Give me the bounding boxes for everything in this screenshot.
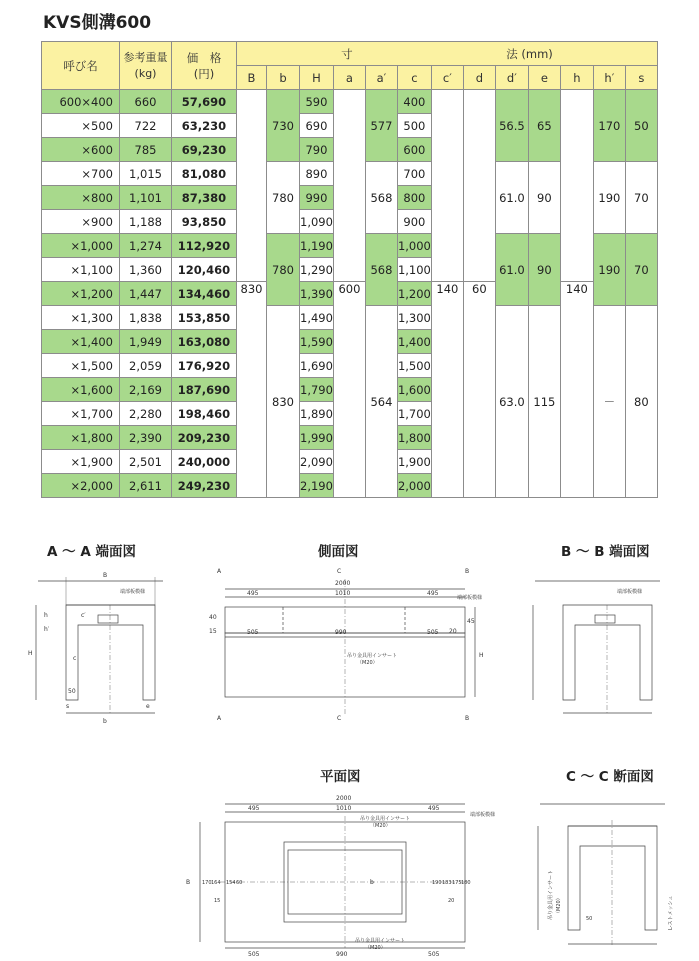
bb-section-title: B ～ B 端面図	[561, 544, 650, 560]
row-weight: 2,059	[120, 354, 172, 378]
c-cell: 1,300	[397, 306, 431, 330]
row-weight: 1,274	[120, 234, 172, 258]
table-row	[42, 90, 658, 114]
row-name: ×1,900	[42, 450, 120, 474]
row-name: ×1,000	[42, 234, 120, 258]
H-cell: 1,790	[300, 378, 334, 402]
row-weight: 660	[120, 90, 172, 114]
plan-m20-top: （M20）	[370, 823, 391, 829]
d-cell: 60	[463, 282, 495, 498]
c-cell: 2,000	[397, 474, 431, 498]
plan-seg1: 495	[248, 805, 260, 812]
plan-low2: 990	[336, 951, 348, 958]
cc-section-title: C ～ C 断面図	[566, 769, 654, 785]
plan-b-lower: b	[370, 879, 374, 886]
row-price: 112,920	[172, 234, 237, 258]
cc-n50: 50	[586, 916, 593, 922]
s-cell: 80	[625, 306, 657, 498]
e-cell: 115	[528, 306, 560, 498]
side-view-title: 側面図	[318, 544, 359, 560]
row-weight: 1,949	[120, 330, 172, 354]
c-cell: 1,200	[397, 282, 431, 306]
e-cell: 90	[528, 162, 560, 234]
plan-n180: 180	[461, 880, 471, 886]
c-cell: 1,000	[397, 234, 431, 258]
H-cell: 1,690	[300, 354, 334, 378]
row-weight: 2,611	[120, 474, 172, 498]
d-prime-cell: 56.5	[495, 90, 528, 162]
row-weight: 1,447	[120, 282, 172, 306]
H-cell: 1,090	[300, 210, 334, 234]
bb-note: 端部板模様	[617, 589, 643, 595]
row-name: ×1,800	[42, 426, 120, 450]
B-cell: 830	[237, 282, 267, 498]
side-insert: 吊り金具用インサート	[347, 653, 398, 659]
plan-seg2: 1010	[336, 805, 352, 812]
dim-header-cell: h′	[593, 66, 625, 90]
side-low1: 505	[247, 629, 259, 636]
side-c-label-top: C	[337, 568, 342, 575]
H-cell: 1,390	[300, 282, 334, 306]
cc-mesh: L-ストメッシュ	[668, 895, 674, 930]
c-prime-top	[431, 90, 463, 282]
h-prime-cell: 190	[593, 234, 625, 306]
d-prime-cell: 61.0	[495, 162, 528, 234]
c-cell: 600	[397, 138, 431, 162]
h-cell: 140	[560, 282, 593, 498]
a-prime-cell: 568	[365, 234, 397, 306]
c-cell: 1,500	[397, 354, 431, 378]
row-price: 176,920	[172, 354, 237, 378]
aa-label-s: s	[66, 703, 70, 710]
H-cell: 1,190	[300, 234, 334, 258]
row-name: ×1,100	[42, 258, 120, 282]
dim-header-cell: e	[528, 66, 560, 90]
row-name: ×2,000	[42, 474, 120, 498]
side-n40: 40	[209, 614, 217, 621]
side-note: 端部板模様	[457, 595, 483, 601]
H-cell: 1,290	[300, 258, 334, 282]
aa-label-b-upper: B	[103, 572, 108, 579]
row-weight: 722	[120, 114, 172, 138]
plan-n183: 183	[442, 880, 452, 886]
side-c-label-bottom: C	[337, 715, 342, 722]
row-name: ×1,300	[42, 306, 120, 330]
d-prime-cell: 63.0	[495, 306, 528, 498]
row-weight: 1,015	[120, 162, 172, 186]
header-weight	[120, 42, 172, 90]
side-a-label-bottom: A	[217, 715, 222, 722]
a-prime-cell: 564	[365, 306, 397, 498]
row-price: 187,690	[172, 378, 237, 402]
header-weight-label: 参考重量	[123, 50, 168, 64]
side-seg1: 495	[247, 590, 259, 597]
row-name: ×1,200	[42, 282, 120, 306]
aa-label-h-small: h	[44, 612, 48, 619]
side-view-drawing	[205, 565, 500, 725]
row-price: 87,380	[172, 186, 237, 210]
header-price-label: 価 格	[186, 50, 222, 65]
H-cell: 2,190	[300, 474, 334, 498]
row-price: 81,080	[172, 162, 237, 186]
dim-header-cell: c	[397, 66, 431, 90]
plan-n60: 60	[236, 880, 243, 886]
B-cell-top	[237, 90, 267, 282]
dim-header-cell: h	[560, 66, 593, 90]
dim-header-cell: a′	[365, 66, 397, 90]
side-m20: （M20）	[357, 660, 378, 666]
plan-total: 2000	[336, 795, 352, 802]
row-name: ×800	[42, 186, 120, 210]
cc-m20: （M20）	[556, 895, 562, 916]
header-dim-ho: 法	[506, 46, 518, 61]
b-cell: 780	[267, 162, 300, 234]
header-dimensions	[237, 42, 658, 66]
h-prime-cell: －	[593, 306, 625, 498]
dim-header-cell: B	[237, 66, 267, 90]
row-price: 134,460	[172, 282, 237, 306]
plan-low3: 505	[428, 951, 440, 958]
row-price: 240,000	[172, 450, 237, 474]
header-weight-unit: (kg)	[134, 66, 157, 80]
row-name: ×900	[42, 210, 120, 234]
b-cell: 780	[267, 234, 300, 306]
aa-section-title: A ～ A 端面図	[47, 544, 136, 560]
h-prime-cell: 190	[593, 162, 625, 234]
a-cell-top	[333, 90, 365, 282]
plan-view-title: 平面図	[320, 769, 361, 785]
c-cell: 1,600	[397, 378, 431, 402]
side-low2: 990	[335, 629, 347, 636]
c-cell: 1,400	[397, 330, 431, 354]
row-name: ×600	[42, 138, 120, 162]
cc-section-drawing	[530, 790, 680, 960]
row-weight: 2,169	[120, 378, 172, 402]
e-cell: 90	[528, 234, 560, 306]
plan-insert-top: 吊り金具用インサート	[360, 816, 411, 822]
dim-header-cell: s	[625, 66, 657, 90]
b-cell: 830	[267, 306, 300, 498]
plan-n20: 20	[448, 898, 455, 904]
header-price-unit: (円)	[193, 66, 215, 81]
H-cell: 2,090	[300, 450, 334, 474]
s-cell: 70	[625, 162, 657, 234]
dim-header-cell: c′	[431, 66, 463, 90]
H-cell: 990	[300, 186, 334, 210]
d-top	[463, 90, 495, 282]
header-dim-unit: (mm)	[521, 46, 553, 61]
row-price: 93,850	[172, 210, 237, 234]
row-price: 63,230	[172, 114, 237, 138]
side-total-length: 2000	[335, 580, 351, 587]
row-weight: 1,188	[120, 210, 172, 234]
row-name: ×500	[42, 114, 120, 138]
c-cell: 1,700	[397, 402, 431, 426]
row-name: ×1,700	[42, 402, 120, 426]
H-cell: 690	[300, 114, 334, 138]
row-price: 69,230	[172, 138, 237, 162]
side-n20: 20	[449, 628, 457, 635]
row-price: 57,690	[172, 90, 237, 114]
plan-n175: 175	[452, 880, 462, 886]
s-cell: 50	[625, 90, 657, 162]
plan-n170: 170	[202, 880, 212, 886]
row-weight: 2,280	[120, 402, 172, 426]
side-h: H	[479, 652, 484, 659]
c-cell: 800	[397, 186, 431, 210]
a-prime-cell: 568	[365, 162, 397, 234]
d-prime-cell: 61.0	[495, 234, 528, 306]
side-n15: 15	[209, 628, 217, 635]
table-row	[42, 282, 658, 306]
plan-n154: 154	[226, 880, 236, 886]
aa-label-e: e	[146, 703, 150, 710]
h-prime-cell: 170	[593, 90, 625, 162]
cc-insert: 吊り金具用インサート	[548, 869, 554, 920]
aa-end-view-drawing	[28, 565, 178, 725]
a-cell: 600	[333, 282, 365, 498]
side-n45: 45	[467, 618, 475, 625]
c-cell: 1,900	[397, 450, 431, 474]
aa-label-c-prime: c′	[81, 612, 86, 619]
row-price: 163,080	[172, 330, 237, 354]
row-weight: 2,390	[120, 426, 172, 450]
e-cell: 65	[528, 90, 560, 162]
row-price: 120,460	[172, 258, 237, 282]
header-dim-sun: 寸	[341, 46, 353, 61]
c-cell: 900	[397, 210, 431, 234]
c-cell: 1,800	[397, 426, 431, 450]
row-weight: 1,360	[120, 258, 172, 282]
plan-note: 端部板模様	[470, 812, 496, 818]
row-name: ×1,600	[42, 378, 120, 402]
h-top	[560, 90, 593, 282]
row-name: ×1,500	[42, 354, 120, 378]
plan-n15: 15	[214, 898, 221, 904]
page-title: KVS側溝600	[43, 13, 152, 33]
aa-label-h-prime: h′	[44, 626, 50, 633]
plan-n190: 190	[432, 880, 442, 886]
side-seg2: 1010	[335, 590, 351, 597]
header-price	[172, 42, 237, 90]
spec-table	[41, 41, 658, 498]
row-weight: 1,838	[120, 306, 172, 330]
c-prime-cell: 140	[431, 282, 463, 498]
row-weight: 1,101	[120, 186, 172, 210]
plan-view-drawing	[180, 790, 496, 960]
spec-table-body	[42, 90, 658, 498]
dim-header-cell: d	[463, 66, 495, 90]
side-low3: 505	[427, 629, 439, 636]
c-cell: 500	[397, 114, 431, 138]
aa-label-50: 50	[68, 688, 76, 695]
row-weight: 2,501	[120, 450, 172, 474]
b-cell: 730	[267, 90, 300, 162]
plan-m20-bottom: （M20）	[365, 945, 386, 951]
row-price: 249,230	[172, 474, 237, 498]
H-cell: 890	[300, 162, 334, 186]
row-name: ×700	[42, 162, 120, 186]
H-cell: 1,590	[300, 330, 334, 354]
H-cell: 590	[300, 90, 334, 114]
c-cell: 400	[397, 90, 431, 114]
H-cell: 1,490	[300, 306, 334, 330]
row-price: 198,460	[172, 402, 237, 426]
c-cell: 1,100	[397, 258, 431, 282]
header-name: 呼び名	[42, 42, 120, 90]
bb-end-view-drawing	[525, 565, 675, 725]
H-cell: 1,990	[300, 426, 334, 450]
c-cell: 700	[397, 162, 431, 186]
aa-label-h: H	[28, 650, 33, 657]
plan-seg3: 495	[428, 805, 440, 812]
s-cell: 70	[625, 234, 657, 306]
plan-b-upper: B	[186, 879, 191, 886]
side-b-label-bottom: B	[465, 715, 470, 722]
dim-header-cell: a	[333, 66, 365, 90]
plan-low1: 505	[248, 951, 260, 958]
plan-insert-bottom: 吊り金具用インサート	[355, 938, 406, 944]
plan-n164: 164	[211, 880, 221, 886]
dim-header-cell: H	[300, 66, 334, 90]
row-weight: 785	[120, 138, 172, 162]
aa-label-b-lower: b	[103, 718, 107, 725]
dim-header-cell: d′	[495, 66, 528, 90]
H-cell: 1,890	[300, 402, 334, 426]
row-name: ×1,400	[42, 330, 120, 354]
side-b-label-top: B	[465, 568, 470, 575]
side-seg3: 495	[427, 590, 439, 597]
aa-label-c: c	[73, 655, 77, 662]
row-name: 600×400	[42, 90, 120, 114]
row-price: 153,850	[172, 306, 237, 330]
row-price: 209,230	[172, 426, 237, 450]
aa-note: 端部板模様	[120, 589, 146, 595]
a-prime-cell: 577	[365, 90, 397, 162]
dim-header-cell: b	[267, 66, 300, 90]
side-a-label-top: A	[217, 568, 222, 575]
H-cell: 790	[300, 138, 334, 162]
